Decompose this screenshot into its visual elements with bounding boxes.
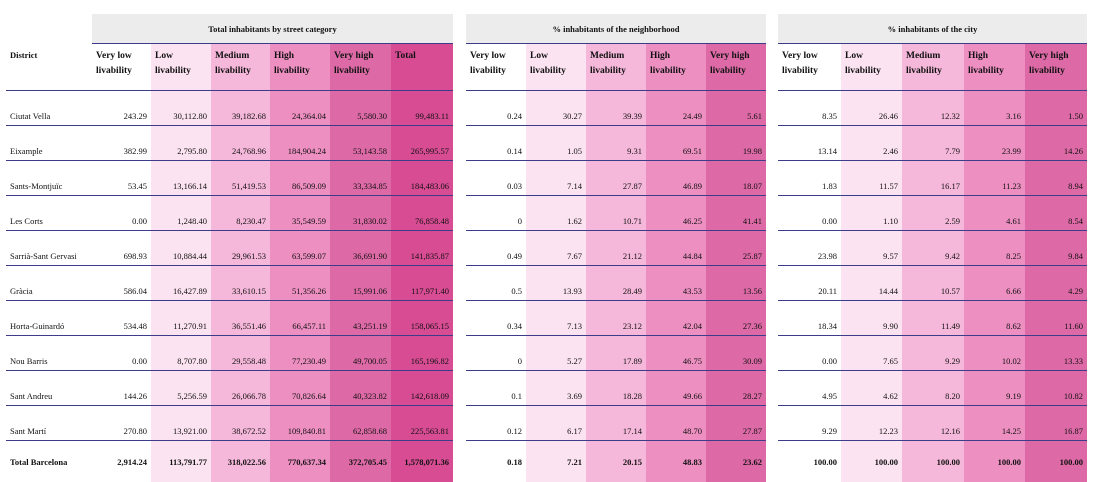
value-high: 48.83	[646, 441, 706, 482]
value-very-low: 0.00	[92, 336, 151, 371]
value-total: 142,618.09	[391, 371, 453, 406]
district-name: Ciutat Vella	[6, 91, 92, 126]
value-very-high: 5,580.30	[330, 91, 391, 126]
value-very-low: 0.34	[466, 301, 526, 336]
value-very-low: 0.1	[466, 371, 526, 406]
value-low: 10,884.44	[151, 231, 211, 266]
value-very-high: 8.94	[1025, 161, 1087, 196]
district-name: Sant Andreu	[6, 371, 92, 406]
value-very-high: 25.87	[706, 231, 766, 266]
value-very-high: 16.87	[1025, 406, 1087, 441]
value-medium: 38,672.52	[211, 406, 270, 441]
value-medium: 9.42	[902, 231, 964, 266]
value-high: 23.99	[964, 126, 1025, 161]
value-high: 70,826.64	[270, 371, 330, 406]
table-row	[6, 371, 453, 406]
value-low: 7.13	[526, 301, 586, 336]
table-row	[778, 91, 1087, 126]
value-medium: 29,961.53	[211, 231, 270, 266]
value-medium: 16.17	[902, 161, 964, 196]
value-medium: 20.15	[586, 441, 646, 482]
value-high: 69.51	[646, 126, 706, 161]
group-title-total: Total inhabitants by street category	[92, 14, 453, 44]
value-very-low: 0.18	[466, 441, 526, 482]
value-high: 86,509.09	[270, 161, 330, 196]
value-low: 30,112.80	[151, 91, 211, 126]
value-very-high: 23.62	[706, 441, 766, 482]
value-medium: 100.00	[902, 441, 964, 482]
value-medium: 2.59	[902, 196, 964, 231]
value-very-low: 0.03	[466, 161, 526, 196]
value-very-high: 19.98	[706, 126, 766, 161]
district-name: Eixample	[6, 126, 92, 161]
value-high: 49.66	[646, 371, 706, 406]
value-very-high: 13.56	[706, 266, 766, 301]
district-name: Sarrià-Sant Gervasi	[6, 231, 92, 266]
table-row	[778, 371, 1087, 406]
table-row	[778, 301, 1087, 336]
district-name: Horta-Guinardó	[6, 301, 92, 336]
table-row	[6, 161, 453, 196]
value-high: 46.89	[646, 161, 706, 196]
value-very-high: 62,858.68	[330, 406, 391, 441]
value-very-low: 1.83	[778, 161, 841, 196]
table-row	[6, 406, 453, 441]
value-very-low: 0.5	[466, 266, 526, 301]
value-very-low: 53.45	[92, 161, 151, 196]
value-high: 77,230.49	[270, 336, 330, 371]
header-very-high: Very high livability	[1025, 44, 1087, 91]
value-medium: 11.49	[902, 301, 964, 336]
value-low: 5.27	[526, 336, 586, 371]
table-row	[466, 301, 766, 336]
value-low: 9.57	[841, 231, 902, 266]
value-low: 6.17	[526, 406, 586, 441]
value-very-low: 382.99	[92, 126, 151, 161]
value-high: 109,840.81	[270, 406, 330, 441]
value-medium: 12.16	[902, 406, 964, 441]
header-total: Total	[391, 44, 453, 91]
header-medium: Medium livability	[586, 44, 646, 91]
value-very-low: 4.95	[778, 371, 841, 406]
table-row	[6, 301, 453, 336]
table-row	[778, 231, 1087, 266]
header-very-low: Very low livability	[778, 44, 841, 91]
header-medium: Medium livability	[902, 44, 964, 91]
value-high: 770,637.34	[270, 441, 330, 482]
value-high: 10.02	[964, 336, 1025, 371]
district-name: Les Corts	[6, 196, 92, 231]
value-low: 7.14	[526, 161, 586, 196]
value-low: 1.05	[526, 126, 586, 161]
header-very-high: Very high livability	[330, 44, 391, 91]
value-very-low: 9.29	[778, 406, 841, 441]
header-medium: Medium livability	[211, 44, 270, 91]
table-row	[466, 91, 766, 126]
value-low: 8,707.80	[151, 336, 211, 371]
table-row	[6, 126, 453, 161]
table-row	[778, 266, 1087, 301]
value-medium: 10.57	[902, 266, 964, 301]
value-high: 46.75	[646, 336, 706, 371]
value-high: 6.66	[964, 266, 1025, 301]
table-row	[466, 371, 766, 406]
value-medium: 23.12	[586, 301, 646, 336]
value-very-low: 698.93	[92, 231, 151, 266]
value-high: 46.25	[646, 196, 706, 231]
value-low: 11.57	[841, 161, 902, 196]
value-high: 100.00	[964, 441, 1025, 482]
value-very-high: 27.36	[706, 301, 766, 336]
value-low: 11,270.91	[151, 301, 211, 336]
table-row	[778, 336, 1087, 371]
value-low: 2,795.80	[151, 126, 211, 161]
value-very-high: 28.27	[706, 371, 766, 406]
value-low: 14.44	[841, 266, 902, 301]
value-low: 1,248.40	[151, 196, 211, 231]
value-very-high: 1.50	[1025, 91, 1087, 126]
value-medium: 29,558.48	[211, 336, 270, 371]
value-very-low: 586.04	[92, 266, 151, 301]
value-low: 1.10	[841, 196, 902, 231]
table-row	[466, 161, 766, 196]
value-very-high: 5.61	[706, 91, 766, 126]
value-very-high: 9.84	[1025, 231, 1087, 266]
value-high: 14.25	[964, 406, 1025, 441]
table-row	[6, 91, 453, 126]
value-medium: 36,551.46	[211, 301, 270, 336]
value-very-high: 41.41	[706, 196, 766, 231]
table-row	[466, 336, 766, 371]
value-very-high: 4.29	[1025, 266, 1087, 301]
value-medium: 318,022.56	[211, 441, 270, 482]
value-very-low: 100.00	[778, 441, 841, 482]
header-very-low: Very low livability	[92, 44, 151, 91]
value-high: 24.49	[646, 91, 706, 126]
value-high: 51,356.26	[270, 266, 330, 301]
value-total: 99,483.11	[391, 91, 453, 126]
value-low: 2.46	[841, 126, 902, 161]
value-medium: 26,066.78	[211, 371, 270, 406]
table-row	[466, 196, 766, 231]
value-medium: 18.28	[586, 371, 646, 406]
value-low: 9.90	[841, 301, 902, 336]
header-low: Low livability	[526, 44, 586, 91]
value-very-low: 0.14	[466, 126, 526, 161]
value-very-high: 53,143.58	[330, 126, 391, 161]
value-very-low: 0	[466, 336, 526, 371]
city-percent-table	[778, 14, 1087, 482]
value-very-high: 30.09	[706, 336, 766, 371]
value-high: 24,364.04	[270, 91, 330, 126]
value-very-high: 11.60	[1025, 301, 1087, 336]
value-medium: 33,610.15	[211, 266, 270, 301]
value-medium: 17.89	[586, 336, 646, 371]
table-row	[778, 126, 1087, 161]
value-total: 117,971.40	[391, 266, 453, 301]
value-medium: 39,182.68	[211, 91, 270, 126]
value-high: 35,549.59	[270, 196, 330, 231]
value-total: 225,563.81	[391, 406, 453, 441]
value-high: 63,599.07	[270, 231, 330, 266]
value-medium: 51,419.53	[211, 161, 270, 196]
value-total: 76,858.48	[391, 196, 453, 231]
header-very-low: Very low livability	[466, 44, 526, 91]
value-medium: 8.20	[902, 371, 964, 406]
value-total: 165,196.82	[391, 336, 453, 371]
district-name: Nou Barris	[6, 336, 92, 371]
table-row	[466, 406, 766, 441]
district-name: Sants-Montjuïc	[6, 161, 92, 196]
value-total: 265,995.57	[391, 126, 453, 161]
value-medium: 7.79	[902, 126, 964, 161]
header-high: High livability	[270, 44, 330, 91]
value-high: 48.70	[646, 406, 706, 441]
value-very-low: 243.29	[92, 91, 151, 126]
value-medium: 28.49	[586, 266, 646, 301]
value-very-high: 43,251.19	[330, 301, 391, 336]
value-low: 7.21	[526, 441, 586, 482]
header-very-high: Very high livability	[706, 44, 766, 91]
value-very-high: 18.07	[706, 161, 766, 196]
value-high: 8.25	[964, 231, 1025, 266]
group-title-neighborhood: % inhabitants of the neighborhood	[466, 14, 766, 44]
value-total: 184,483.06	[391, 161, 453, 196]
value-very-high: 31,830.02	[330, 196, 391, 231]
value-low: 13.93	[526, 266, 586, 301]
value-very-low: 0.24	[466, 91, 526, 126]
value-low: 7.67	[526, 231, 586, 266]
table-row	[6, 196, 453, 231]
value-very-high: 40,323.82	[330, 371, 391, 406]
table-row	[778, 161, 1087, 196]
header-low: Low livability	[841, 44, 902, 91]
value-high: 8.62	[964, 301, 1025, 336]
value-very-low: 2,914.24	[92, 441, 151, 482]
table-row	[6, 266, 453, 301]
value-high: 9.19	[964, 371, 1025, 406]
value-very-high: 27.87	[706, 406, 766, 441]
value-high: 4.61	[964, 196, 1025, 231]
value-very-low: 144.26	[92, 371, 151, 406]
value-total: 141,835.87	[391, 231, 453, 266]
value-low: 113,791.77	[151, 441, 211, 482]
value-medium: 24,768.96	[211, 126, 270, 161]
value-low: 3.69	[526, 371, 586, 406]
table-row	[778, 406, 1087, 441]
group-title-city: % inhabitants of the city	[778, 14, 1087, 44]
value-very-low: 0.12	[466, 406, 526, 441]
value-very-high: 100.00	[1025, 441, 1087, 482]
value-medium: 12.32	[902, 91, 964, 126]
value-high: 42.04	[646, 301, 706, 336]
value-very-high: 14.26	[1025, 126, 1087, 161]
header-high: High livability	[646, 44, 706, 91]
value-low: 12.23	[841, 406, 902, 441]
value-medium: 9.29	[902, 336, 964, 371]
value-low: 1.62	[526, 196, 586, 231]
value-very-high: 10.82	[1025, 371, 1087, 406]
value-high: 44.84	[646, 231, 706, 266]
total-row	[778, 441, 1087, 482]
blank-corner	[6, 14, 92, 44]
total-row	[466, 441, 766, 482]
total-inhabitants-table	[6, 14, 453, 482]
value-very-high: 49,700.05	[330, 336, 391, 371]
value-medium: 39.39	[586, 91, 646, 126]
table-row	[778, 196, 1087, 231]
value-low: 13,166.14	[151, 161, 211, 196]
table-row	[466, 126, 766, 161]
value-medium: 27.87	[586, 161, 646, 196]
value-very-low: 0.00	[778, 336, 841, 371]
value-very-low: 0.49	[466, 231, 526, 266]
value-medium: 21.12	[586, 231, 646, 266]
header-low: Low livability	[151, 44, 211, 91]
value-very-low: 0.00	[92, 196, 151, 231]
value-very-low: 23.98	[778, 231, 841, 266]
header-high: High livability	[964, 44, 1025, 91]
value-low: 7.65	[841, 336, 902, 371]
total-row	[6, 441, 453, 482]
value-high: 11.23	[964, 161, 1025, 196]
value-low: 5,256.59	[151, 371, 211, 406]
value-low: 16,427.89	[151, 266, 211, 301]
value-very-high: 15,991.06	[330, 266, 391, 301]
value-very-high: 372,705.45	[330, 441, 391, 482]
value-medium: 9.31	[586, 126, 646, 161]
value-very-high: 8.54	[1025, 196, 1087, 231]
value-low: 4.62	[841, 371, 902, 406]
value-very-high: 36,691.90	[330, 231, 391, 266]
value-very-low: 18.34	[778, 301, 841, 336]
value-medium: 8,230.47	[211, 196, 270, 231]
value-very-high: 13.33	[1025, 336, 1087, 371]
value-low: 30.27	[526, 91, 586, 126]
neighborhood-percent-table	[466, 14, 766, 482]
value-high: 43.53	[646, 266, 706, 301]
table-row	[6, 231, 453, 266]
table-row	[6, 336, 453, 371]
value-very-low: 270.80	[92, 406, 151, 441]
value-high: 3.16	[964, 91, 1025, 126]
value-very-low: 13.14	[778, 126, 841, 161]
value-low: 26.46	[841, 91, 902, 126]
value-very-high: 33,334.85	[330, 161, 391, 196]
value-very-low: 8.35	[778, 91, 841, 126]
district-name: Total Barcelona	[6, 441, 92, 482]
value-very-low: 20.11	[778, 266, 841, 301]
value-very-low: 534.48	[92, 301, 151, 336]
header-district: District	[6, 44, 92, 91]
value-low: 13,921.00	[151, 406, 211, 441]
table-row	[466, 266, 766, 301]
value-high: 184,904.24	[270, 126, 330, 161]
value-medium: 10.71	[586, 196, 646, 231]
value-high: 66,457.11	[270, 301, 330, 336]
value-very-low: 0.00	[778, 196, 841, 231]
value-very-low: 0	[466, 196, 526, 231]
value-total: 158,065.15	[391, 301, 453, 336]
value-total: 1,578,071.36	[391, 441, 453, 482]
district-name: Gràcia	[6, 266, 92, 301]
table-row	[466, 231, 766, 266]
value-low: 100.00	[841, 441, 902, 482]
value-medium: 17.14	[586, 406, 646, 441]
district-name: Sant Martí	[6, 406, 92, 441]
